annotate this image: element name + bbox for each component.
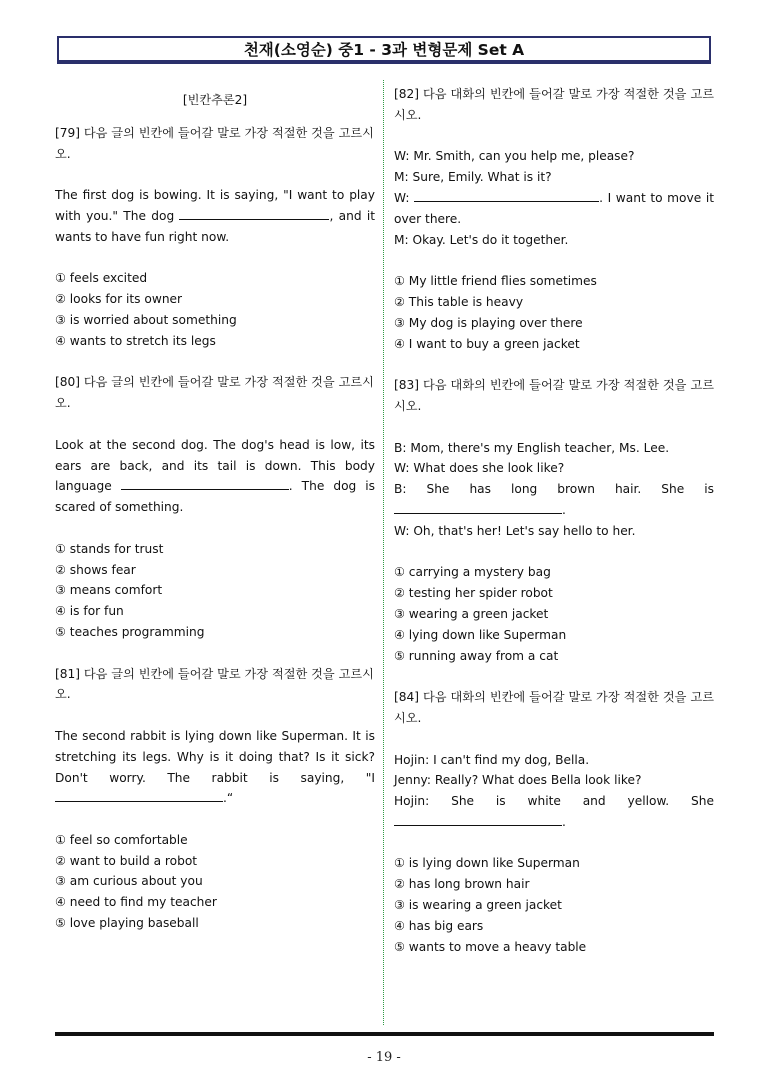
- question-prompt: [82] 다음 대화의 빈칸에 들어갈 말로 가장 적절한 것을 고르시오.: [394, 87, 714, 122]
- section-label: [빈칸추론2]: [182, 93, 248, 107]
- dialogue-line: [394, 791, 714, 833]
- passage-text: The second rabbit is lying down like Superman. It is stretching its legs. Why is it doing that? Is it sick? Don't worry. The rabbit is saying, "I: [55, 728, 375, 785]
- question-prompt: [84] 다음 대화의 빈칸에 들어갈 말로 가장 적절한 것을 고르시오.: [394, 690, 714, 725]
- page-header: [57, 36, 711, 64]
- option: ① feel so comfortable: [55, 832, 188, 847]
- question-prompt: [81] 다음 글의 빈칸에 들어갈 말로 가장 적절한 것을 고르시오.: [55, 666, 374, 702]
- option: ④ is for fun: [55, 604, 124, 619]
- option: ③ My dog is playing over there: [394, 315, 583, 330]
- option: ③ is worried about something: [55, 312, 237, 327]
- option: ① stands for trust: [55, 541, 164, 556]
- question-prompt: [80] 다음 글의 빈칸에 들어갈 말로 가장 적절한 것을 고르시오.: [55, 375, 374, 411]
- page-number: - 19 -: [367, 1050, 401, 1065]
- answer-blank: [394, 812, 562, 826]
- option: ④ wants to stretch its legs: [55, 333, 216, 348]
- dialogue-line: Jenny: Really? What does Bella look like?: [394, 773, 642, 788]
- question-prompt: [83] 다음 대화의 빈칸에 들어갈 말로 가장 적절한 것을 고르시오.: [394, 378, 714, 413]
- option: ② looks for its owner: [55, 292, 183, 307]
- option: ③ am curious about you: [55, 874, 203, 889]
- passage-text: . The dog is scared of something.: [55, 479, 376, 515]
- dialogue-line: W: What does she look like?: [394, 461, 565, 476]
- option: ② want to build a robot: [55, 853, 198, 868]
- header-title: 천재(소영순) 중1 - 3과 변형문제 Set A: [243, 41, 525, 59]
- question-prompt: [79] 다음 글의 빈칸에 들어갈 말로 가장 적절한 것을 고르시오.: [55, 125, 374, 161]
- answer-blank: [55, 788, 223, 802]
- option: ④ need to find my teacher: [55, 895, 217, 910]
- right-column: [394, 84, 714, 957]
- dialogue-line: M: Sure, Emily. What is it?: [394, 170, 552, 185]
- option: ⑤ teaches programming: [55, 624, 205, 639]
- dialogue-text: . I want to move it over there.: [394, 190, 715, 226]
- option: ① feels excited: [55, 271, 148, 286]
- dialogue-text: Hojin: She is white and yellow. She: [394, 794, 714, 809]
- dialogue-text: W:: [394, 190, 410, 205]
- option: ⑤ running away from a cat: [394, 648, 559, 663]
- option: ④ lying down like Superman: [394, 627, 567, 642]
- option: ④ I want to buy a green jacket: [394, 336, 580, 351]
- dialogue-line: M: Okay. Let's do it together.: [394, 232, 569, 247]
- question-passage: [55, 185, 375, 247]
- answer-blank: [121, 476, 289, 490]
- passage-text: .“: [223, 791, 234, 806]
- option: ④ has big ears: [394, 918, 484, 933]
- option: ③ wearing a green jacket: [394, 606, 549, 621]
- dialogue-text: B: She has long brown hair. She is: [394, 482, 714, 497]
- dialogue-text: .: [562, 814, 566, 829]
- option: ③ means comfort: [55, 583, 163, 598]
- dialogue-text: .: [562, 502, 566, 517]
- dialogue-line: W: Oh, that's her! Let's say hello to her.: [394, 523, 636, 538]
- dialogue-line: W: Mr. Smith, can you help me, please?: [394, 149, 635, 164]
- option: ③ is wearing a green jacket: [394, 898, 562, 913]
- option: ⑤ love playing baseball: [55, 916, 199, 931]
- left-column: [55, 84, 375, 934]
- option: ① carrying a mystery bag: [394, 565, 551, 580]
- option: ① is lying down like Superman: [394, 856, 580, 871]
- answer-blank: [394, 500, 562, 514]
- option: ② This table is heavy: [394, 294, 524, 309]
- passage-text: The first dog is bowing. It is saying, "I want to play with you." The dog: [55, 188, 375, 223]
- column-divider: [383, 80, 384, 1025]
- option: ① My little friend flies sometimes: [394, 274, 597, 289]
- answer-blank: [179, 206, 329, 220]
- question-passage: [55, 435, 375, 518]
- option: ② has long brown hair: [394, 877, 530, 892]
- dialogue-line: B: Mom, there's my English teacher, Ms. Lee.: [394, 440, 670, 455]
- dialogue-line: Hojin: I can't find my dog, Bella.: [394, 752, 590, 767]
- passage-text: Look at the second dog. The dog's head is low, its ears are back, and its tail is down. This body language: [55, 437, 375, 494]
- footer-rule: [55, 1032, 714, 1036]
- passage-text: , and it wants to have fun right now.: [55, 208, 376, 244]
- option: ⑤ wants to move a heavy table: [394, 939, 587, 954]
- dialogue-line: [394, 479, 714, 521]
- option: ② testing her spider robot: [394, 586, 553, 601]
- dialogue-line: [394, 188, 714, 230]
- question-passage: [55, 726, 375, 809]
- option: ② shows fear: [55, 562, 136, 577]
- answer-blank: [414, 188, 599, 202]
